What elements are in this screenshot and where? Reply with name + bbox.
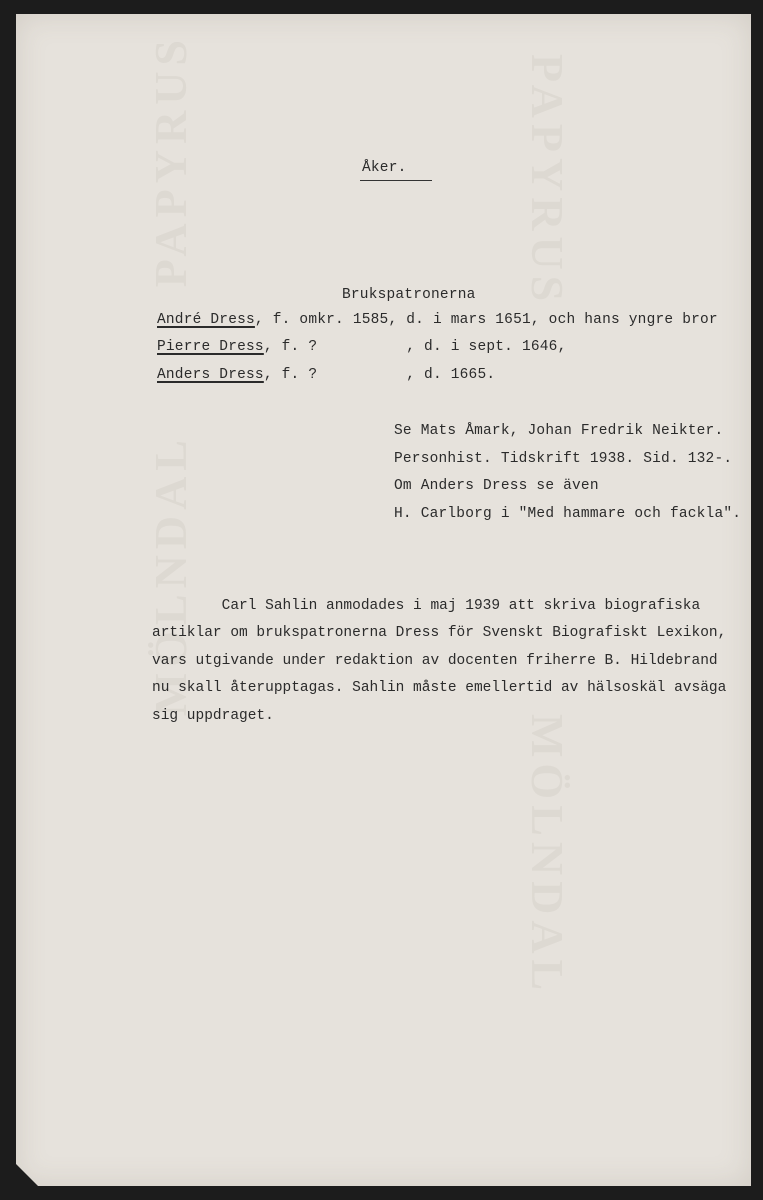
watermark-left: PAPYRUS xyxy=(145,34,196,288)
folded-corner xyxy=(16,1164,38,1186)
watermark-right: PAPYRUS xyxy=(522,54,573,308)
reference-line: Se Mats Åmark, Johan Fredrik Neikter. xyxy=(394,423,724,439)
reference-line: H. Carlborg i "Med hammare och fackla". xyxy=(394,506,742,522)
person-name: Anders Dress xyxy=(157,367,264,383)
person-line-3 xyxy=(157,367,495,383)
paragraph-line: sig uppdraget. xyxy=(152,708,274,724)
person-details: , f. omkr. 1585, d. i mars 1651, och hans yngre bror xyxy=(254,312,718,328)
paragraph-line: nu skall återupptagas. Sahlin måste emellertid av hälsoskäl avsäga xyxy=(152,680,727,696)
person-name: André Dress xyxy=(157,312,255,328)
paragraph-line: Carl Sahlin anmodades i maj 1939 att skriva biografiska xyxy=(152,598,701,614)
watermark-right-lower: MÖLNDAL xyxy=(522,714,573,997)
document-page xyxy=(16,14,751,1186)
person-details: , f. ? , d. i sept. 1646, xyxy=(263,339,567,355)
page-title: Åker. xyxy=(362,160,407,176)
reference-line: Personhist. Tidskrift 1938. Sid. 132-. xyxy=(394,451,733,467)
person-line-1 xyxy=(157,312,718,328)
reference-line: Om Anders Dress se även xyxy=(394,478,599,494)
title-underline xyxy=(360,180,432,181)
paragraph-line: artiklar om brukspatronerna Dress för Svenskt Biografiskt Lexikon, xyxy=(152,625,727,641)
watermark-left-lower: MÖLNDAL xyxy=(145,434,196,717)
person-line-2 xyxy=(157,339,566,355)
paragraph-line: vars utgivande under redaktion av docenten friherre B. Hildebrand xyxy=(152,653,718,669)
person-name: Pierre Dress xyxy=(157,339,264,355)
section-heading: Brukspatronerna xyxy=(342,287,476,303)
person-details: , f. ? , d. 1665. xyxy=(263,367,496,383)
